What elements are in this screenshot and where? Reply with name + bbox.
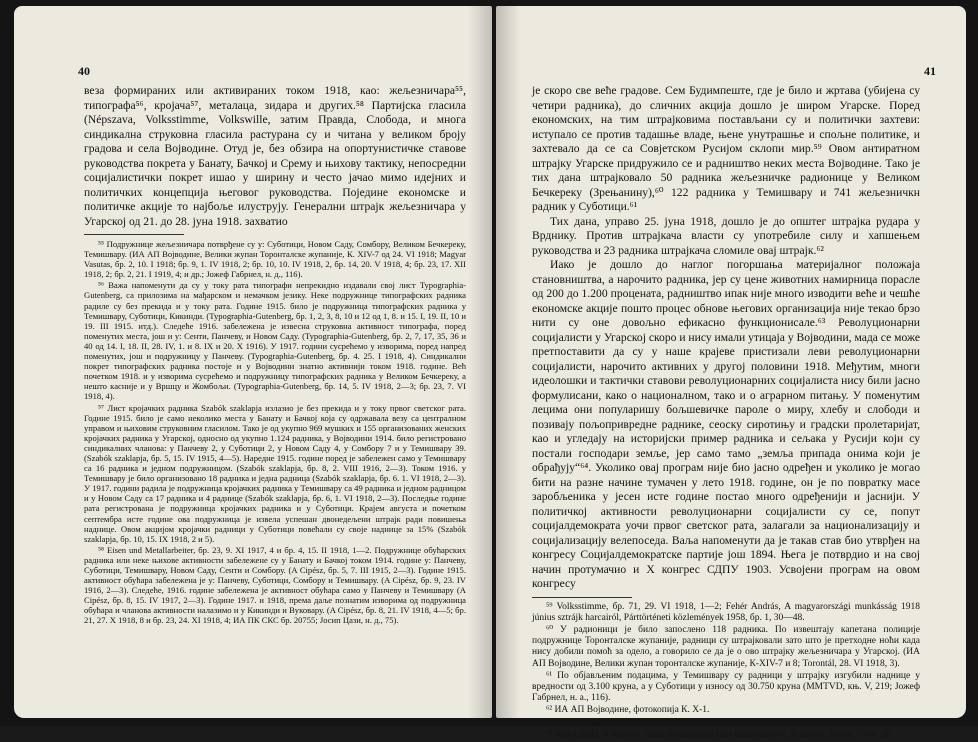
- footnotes: [532, 602, 920, 741]
- footnote-rule: [532, 597, 632, 598]
- footnote: ⁵⁵ Подружнице жељезничара потврђене су у: Суботици, Новом Саду, Сомбору, Великом Бечкереку, Темишвару. (ИА АП Војводине, Велики жупан Торонталске жупаније, К. XIV-7 од 24. VI 1918; Magyar Vasutas, бр. 2, 10. I 1918; бр. 9, 1. IV 1918, 2; бр. 10, 10. IV 1918, 2, бр. 14, 20. V 1918, 4; бр. 23, 17. XII 1918, 2; бр. 2, 21. I 1919, 4; и др.; Јожеф Габрнел, н. д., 116).: [84, 239, 466, 280]
- paragraph: веза формираних или активираних током 1918, као: жељезничара⁵⁵, типографа⁵⁶, кројача⁵⁷, металаца, зидара и других.⁵⁸ Партијска гласила (Népszava, Volksstimme, Volkswille, затим Правда, Слобода, и многа синдикална струковна гласила растурана су и читана у великом броју градова и села Војводине. Отуд је, без обзира на опортунистичке ставове руководства покрета у Банату, Бачкој и Срему и њихову тактику, непосредни социјалистички покрет ишао у ширину и често јачао мимо идејних и политичких концепција његовог руководства. Поједине економске и политичке акције то најбоље илуструју. Генерални штрајк жељезничара у Угарској од 21. до 28. јуна 1918. захватио: [84, 84, 466, 228]
- footnote: ⁵⁸ Eisen und Metallarbeiter, бр. 23, 9. XI 1917, 4 и бр. 4, 15. II 1918, 1—2. Подружнице обућарских радника или неке њихове активности забележене су у Банату и Бачкој током 1914. године у: Панчеву, Суботици, Темишвару, Новом Саду, Сенти и Сомбору. (A Cipész, бр. 5, 7. III 1915, 2—3). Године 1915. активност обућара забележена је у: Панчеву, Суботици, Сомбору и Темишвару. (A Cipész, бр. 9, 23. IV 1916, 2—3). Следеће, 1916. године забележена је активност обућара само у Панчеву и Темишвару (A Cipész, бр. 8, 15. IV 1917, 2—3). Године 1917. и 1918, према даље познатим изворима од подружница обућара и чланова активности налазимо и у Кикинди и Вуковару. (A Cipész, бр. 8, 21. IV 1918, 4—5; бр. 21, 27. X 1918, 8 и бр. 23, 24. XI 1918, 4; ИА ПК СКС бр. 20755; Јосип Цази, н. д., 75).: [84, 544, 466, 626]
- footnotes: [84, 239, 466, 626]
- footnote-rule: [84, 234, 184, 235]
- text-column: [84, 84, 466, 627]
- footnote: ⁶² ИА АП Војводине, фотокопија К. X-1.: [546, 705, 710, 716]
- footnote: ⁶⁴ Réti László, A Magyar Tanácsköztársaság hási küzdelmeiből, Budapest Szikra, 1954, 26.: [546, 729, 893, 740]
- paragraph: Тих дана, управо 25. јуна 1918, дошло је до општег штрајка рудара у Врднику. Против штрајкача власти су употребиле силу и хапшењем руководства и 23 радника штрајкача сломиле овај штрајк.⁶²: [532, 214, 920, 257]
- footnote: ⁵⁹ Volksstimme, бр. 71, 29. VI 1918, 1—2; Fehér András, A magyarországi munkásság 1918 június sztrájk harcairól, Párttörténeti közlemények 1958, бр. 1, 30—48.: [532, 601, 920, 623]
- right-page: [496, 6, 966, 740]
- page-number: 40: [78, 64, 90, 78]
- paragraph: Иако је дошло до наглог погоршања материјалног положаја становништва, а нарочито радника, јер су цене животних намирница порасле од 200 до 1.200 процената, радништво ипак није много изводити веће и чешће економске акције пошто процес обнове његових организација није текао брзо нити су оне довољно ефикасно функционисале.⁶³ Револуционарни социјалисти у Угарској скоро и нису имали утицаја у Војводини, мада се може претпоставити да су у наше крајеве пристизали леви револуционарни социјалисти, нарочито активних у другој половини 1918. Међутим, многи идеолошки и тактички ставови револуционарних социјалиста нису били јасно формулисани, како о националном, тако и о аграрном питању. У поменутим лецима они популаришу бољшевичке пароле о миру, хлебу и слободи и позивају пољопривредне раднике, сеоску сиротињу и градски пролетаријат, као и угледају на историјски пример радника и сељака у Русији који су постали господари земље, јер само тамо „земља припада онима који је обрађују“⁶⁴. Уколико овај програм није био јасно одређен и уколико је могао бити на разне начине тумачен у лето 1918. године, он је по повратку масе заробљеника у јесен исте године постао много одређенији и јаснији. У политичкој активности револуционарни социјалисти су се, попут социјалдемократа уочи првог светског рата, залагали за национализацију и социјализацију велепоседа. Ваља напоменути да је такав став био утврђен на конгресу Социјалдемократске партије још 1894. Њега је потврдио и на свој начин протумачио и X конгрес СДПУ 1903. Усвојени програм на овом конгресу: [532, 258, 920, 590]
- text-column: [532, 84, 920, 742]
- page-number: 41: [924, 64, 936, 78]
- footnote: ⁶³ Fehér András, н. д., 30.: [546, 717, 644, 728]
- footnote: ⁵⁶ Важа напоменути да су у току рата типографи непрекидно издавали свој лист Typographia-Gutenberg, са прилозима на мађарском и немачком језику. Неке подружнице типографских радника радиле су без прекида и у току рата. Године 1915. било је подружница типографских радника у Темишвару, Суботици, Кикинди. (Typographia-Gutenberg, бр. 1, 2, 3, 8, 10 и 12 од 1, 8. и 15. I, 19. II, 10 и 19. III 1915. итд.). Следеће 1916. забележена је извесна струковна активност типографа, поред поменутих места, још и у: Сенти, Панчеву, и Новом Саду. (Typographia-Gutenberg, бр. 2, 7, 17, 35, 36 и 40 од 14. I, 18. II, 28. IV, 1. и 8. IX и 20. X 1916). У 1917. години сусрећемо у изворима, поред напред поменутих, још и подружницу у Панчеву. (Typographia-Gutenberg, бр. 4. 25. I 1918, 4). Синдикални покрет типографских радника постоје и у Војводини знатно активнији током 1918. године. Већ почетком 1918. и у изворима сусрећемо и подружницу типографских радника у Великом Бечкереку, а нешто касније и у Вршцу и Жомбољи. (Typographia-Gutenberg, бр. 14, 5. IV 1918, 2—3; бр. 23, 7. VI 1918, 4).: [84, 280, 466, 402]
- body-text: [84, 84, 466, 229]
- paragraph: је скоро све веће градове. Сем Будимпеште, где је било и жртава (убијена су четири радника), до сличних акција дошло је широм Угарске. Поред економских, на тим штрајковима постављани су и политички захтеви: иступало се против тадашње владе, њене унутрашње и спољне политике, и захтевало да се са Совјетском Русијом склопи мир.⁵⁹ Овом антиратном штрајку Угарске придружило се и радништво неких места Војводине. Тако је тих дана штрајковало 50 радника жељезничке радионице у Великом Бечкереку (Зрењанину),⁶⁰ 122 радника у Темишвару и 741 жељезничкн радник у Суботици.⁶¹: [532, 84, 920, 213]
- body-text: [532, 84, 920, 592]
- footnote: ⁶¹ По објављеним подацима, у Темишвару су радници у штрајку изгубили наднице у вредности од 3.100 круна, а у Суботици у износу од 30.750 круна (MMTVD, књ. V, 219; Јожеф Габрнел, н. а., 116).: [532, 670, 920, 704]
- footnote: ⁶⁰ У радионици је било запослено 118 радника. По извештају капетана полиције подружнице Торонталске жупаније, радници су штрајковали зато што је претходне ноћи када нису добили помоћ за оделo, а говорило се да је о ово штрајку жељезничара у Угарској. (ИА АП Војводине, Велики жупан торонталске жупаније, К-XIV-7 и 8; Torontál, 28. VI 1918, 3).: [532, 624, 920, 669]
- gutter-shadow: [468, 6, 492, 718]
- left-page: [14, 6, 492, 718]
- footnote: ⁵⁷ Лист кројачких радника Szabók szaklapja излазио је без прекида и у току првог светског рата. Године 1915. било је само неколико места у Банату и Бачкој која су одржавала везу са централном управом и њиховим струковним гласилом. Тако је од укупно 969 мушких и 155 организованих женских кројачких радника у Угарској, односно од укупно 1.124 радника, у Војводини 1914. било регистровано синдикалних чланова: у Панчеву 2, у Суботици 2, у Новом Саду 4, у Сомбору 7 и у Темишвару 39. (Szabók szaklapja, бр. 5, 15. IV 1915, 4—5). Наредне 1915. године поред је забележен само у Темишвару са 16 радника и једном подружницом. (Szabók szaklapja, бр. 8, 2. VIII 1916, 2—3). Током 1916. у Темишвару је било организовано 18 радника и једна радница (Szabók szaklapja, бр. 6. 1. VI 1918, 2—3). У 1917. години радила је подружница кројачких радника у Темишвару са 49 радника и једном радницом и у Новом Саду са 17 радника и 4 раднице (Szabók szaklapja, бр. 6, 1. VI 1918, 2—3). Последње године рата регистрована је подружница кројачких радника и у Суботици. Крајем августа и почетком септембра исте године ова подружница је извела успешан двонедељени штрајк ради повишења наднице. Овом акцијом кројачки радници у Суботици повећали су своје наднице за 15% (Szabók szaklapja, бр. 10, 15. IX 1918, 2 и 5).: [84, 402, 466, 544]
- gutter-shadow: [496, 6, 520, 718]
